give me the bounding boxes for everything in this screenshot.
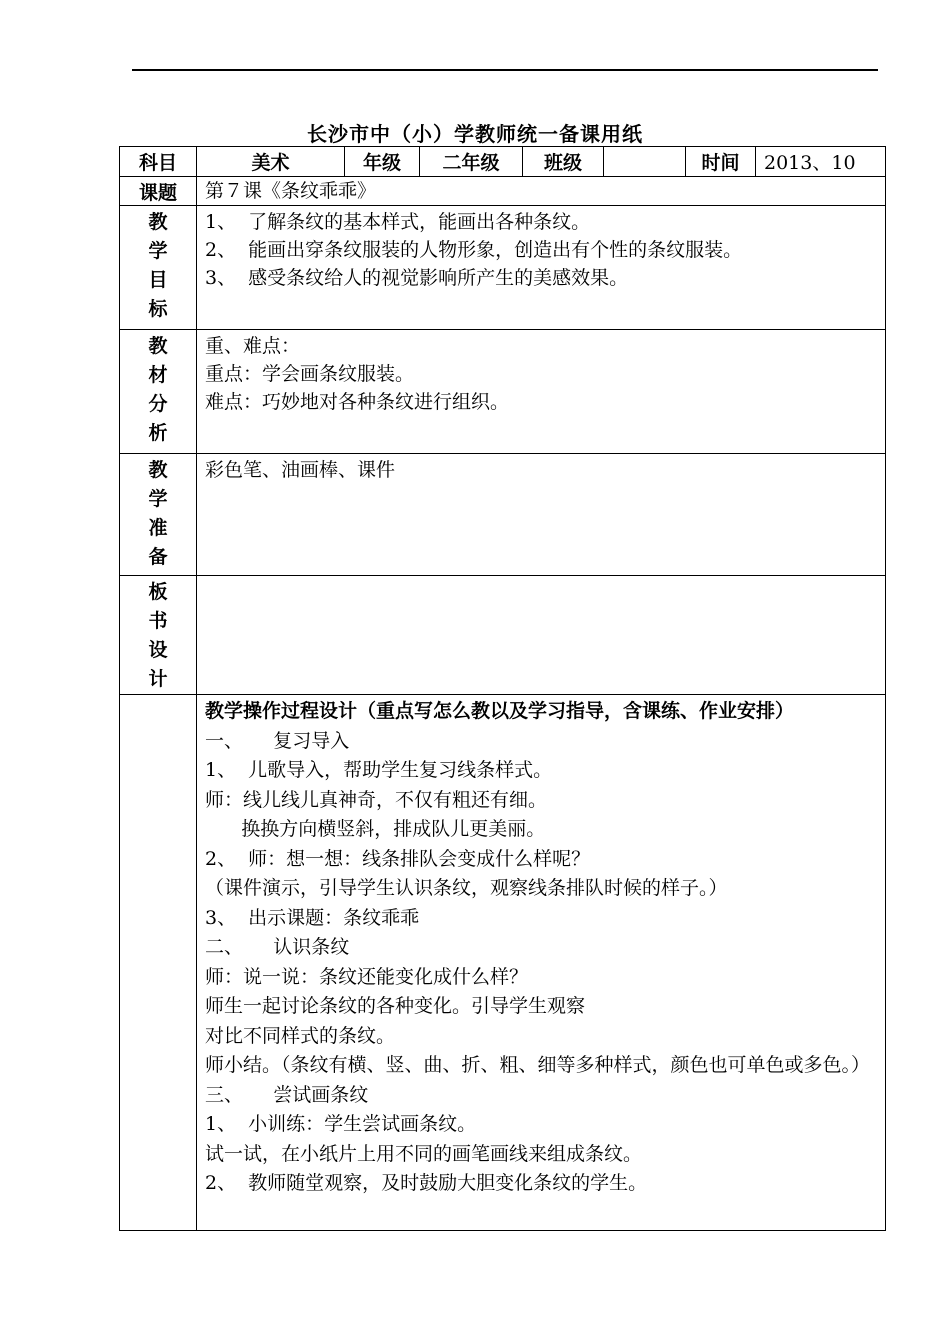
process-label-empty <box>120 695 197 1231</box>
process-line: 2、 师：想一想：线条排队会变成什么样呢？ <box>205 847 591 870</box>
process-line: 师小结。（条纹有横、竖、曲、折、粗、细等多种样式，颜色也可单色或多色。） <box>205 1054 871 1076</box>
subject-value: 美术 <box>197 147 345 177</box>
class-value <box>604 147 686 177</box>
top-rule <box>132 69 878 71</box>
process-content <box>197 695 886 1231</box>
preparation-label: 教 学 准 备 <box>120 454 197 576</box>
analysis-line: 重点：学会画条纹服装。 <box>205 363 415 385</box>
objectives-label: 教 学 目 标 <box>120 206 197 330</box>
analysis-label: 教 材 分 析 <box>120 330 197 454</box>
topic-value: 第７课《条纹乖乖》 <box>197 177 886 206</box>
analysis-row <box>120 330 886 454</box>
process-line: （课件演示，引导学生认识条纹，观察线条排队时候的样子。） <box>205 877 728 899</box>
class-label: 班级 <box>523 147 604 177</box>
time-value: 2013、10 <box>756 147 886 177</box>
objective-line: 2、 能画出穿条纹服装的人物形象，创造出有个性的条纹服装。 <box>205 239 743 261</box>
objective-line: 3、 感受条纹给人的视觉影响所产生的美感效果。 <box>205 267 629 289</box>
process-line: 对比不同样式的条纹。 <box>205 1024 396 1047</box>
process-line: 换换方向横竖斜，排成队儿更美丽。 <box>205 818 546 840</box>
preparation-row <box>120 454 886 576</box>
header-row <box>120 147 886 177</box>
process-line: 2、 教师随堂观察，及时鼓励大胆变化条纹的学生。 <box>205 1172 648 1194</box>
analysis-line: 重、难点： <box>205 335 301 357</box>
process-line: 三、 尝试画条纹 <box>205 1083 369 1106</box>
objective-line: 1、 了解条纹的基本样式，能画出各种条纹。 <box>205 211 591 233</box>
process-heading: 教学操作过程设计（重点写怎么教以及学习指导，含课练、作业安排） <box>205 700 795 722</box>
board-label: 板 书 设 计 <box>120 576 197 695</box>
process-line: 师：说一说：条纹还能变化成什么样？ <box>205 965 529 988</box>
preparation-content <box>197 454 886 576</box>
process-line: 一、 复习导入 <box>205 729 350 752</box>
topic-row <box>120 177 886 206</box>
time-label: 时间 <box>686 147 756 177</box>
page-title: 长沙市中（小）学教师统一备课用纸 <box>307 122 643 146</box>
process-line: 师：线儿线儿真神奇，不仅有粗还有细。 <box>205 788 548 811</box>
analysis-line: 难点：巧妙地对各种条纹进行组织。 <box>205 391 510 413</box>
lesson-plan-table <box>119 146 886 1231</box>
process-line: 师生一起讨论条纹的各种变化。引导学生观察 <box>205 995 586 1017</box>
process-row <box>120 695 886 1231</box>
objectives-row <box>120 206 886 330</box>
topic-label: 课题 <box>120 177 197 206</box>
preparation-line: 彩色笔、油画棒、课件 <box>205 459 396 481</box>
process-line: 3、 出示课题：条纹乖乖 <box>205 906 420 929</box>
process-line: 试一试，在小纸片上用不同的画笔画线来组成条纹。 <box>205 1142 643 1165</box>
grade-value: 二年级 <box>420 147 523 177</box>
process-line: 1、 小训练：学生尝试画条纹。 <box>205 1113 477 1135</box>
analysis-content <box>197 330 886 454</box>
process-line: 二、 认识条纹 <box>205 936 350 958</box>
objectives-content <box>197 206 886 330</box>
process-line: 1、 儿歌导入，帮助学生复习线条样式。 <box>205 759 553 781</box>
subject-label: 科目 <box>120 147 197 177</box>
grade-label: 年级 <box>345 147 420 177</box>
board-row <box>120 576 886 695</box>
board-content <box>197 576 886 695</box>
